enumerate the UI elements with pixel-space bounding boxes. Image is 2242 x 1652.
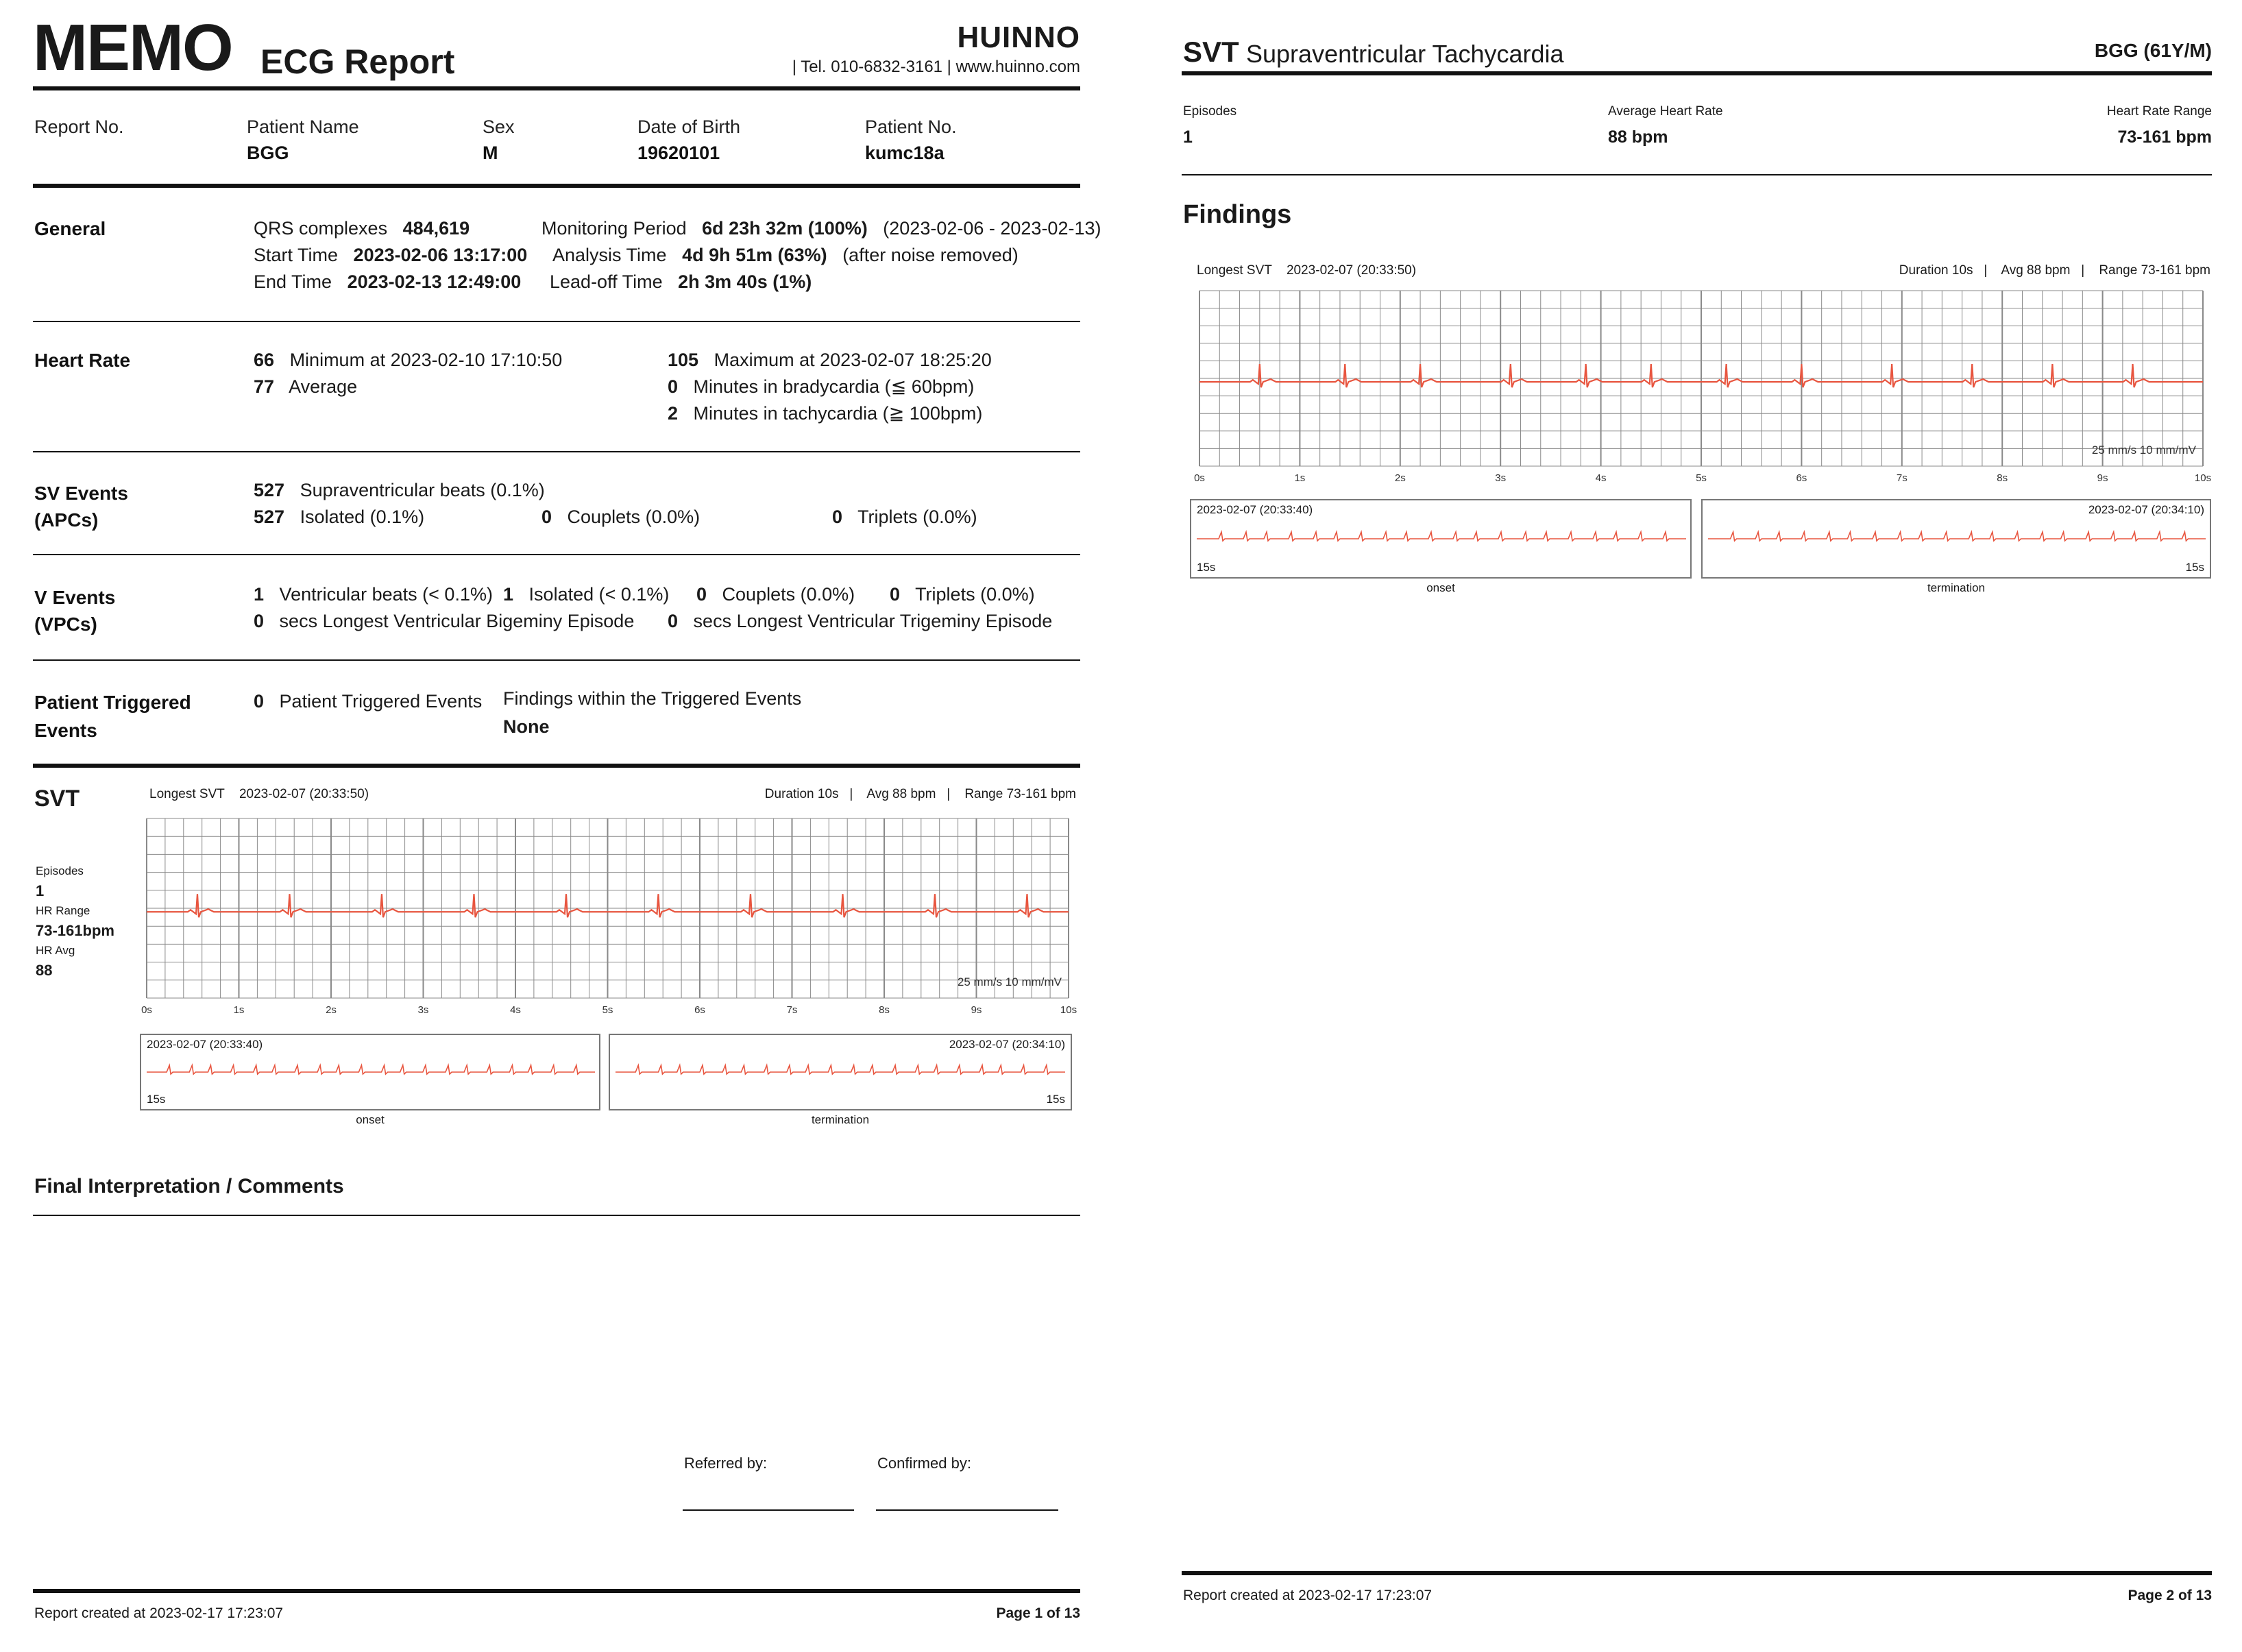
triggered-findings-label: Findings within the Triggered Events bbox=[503, 688, 802, 709]
ecg-axis-tick: 3s bbox=[417, 1004, 429, 1016]
p2-header-rule bbox=[1182, 71, 2212, 75]
heart-rate-title: Heart Rate bbox=[34, 350, 131, 371]
leadoff-label: Lead-off Time bbox=[550, 271, 663, 292]
hr-tachy-value: 2 bbox=[668, 403, 679, 424]
p2-stats-rule bbox=[1182, 174, 2212, 175]
report-title: ECG Report bbox=[260, 42, 455, 81]
ecg-axis-tick: 5s bbox=[1696, 472, 1707, 484]
p2-title-abbr: SVT bbox=[1183, 36, 1239, 68]
hr-brady-value: 0 bbox=[668, 376, 679, 397]
p2-onset-ecg-trace bbox=[1197, 522, 1686, 557]
mini-ecg-trace bbox=[1197, 532, 1686, 541]
patient-no-label: Patient No. bbox=[865, 117, 957, 137]
general-row-2 bbox=[254, 245, 527, 266]
patient-name-value: BGG bbox=[247, 143, 289, 163]
svt-title: SVT bbox=[34, 786, 80, 812]
dob-label: Date of Birth bbox=[637, 117, 741, 137]
analysis-note: (after noise removed) bbox=[842, 245, 1019, 265]
heart-rate-rule bbox=[33, 451, 1080, 452]
qrs-label: QRS complexes bbox=[254, 218, 388, 239]
p2-episodes-label: Episodes bbox=[1183, 104, 1237, 119]
ecg-scale-label: 25 mm/s 10 mm/mV bbox=[2091, 444, 2196, 457]
p2-title-full: Supraventricular Tachycardia bbox=[1246, 40, 1564, 68]
report-no-label: Report No. bbox=[34, 117, 124, 137]
general-row-1 bbox=[254, 218, 470, 239]
p2-onset-label: onset bbox=[1426, 581, 1455, 594]
sex-value: M bbox=[483, 143, 498, 163]
p2-longest-info: Longest SVT 2023-02-07 (20:33:50) bbox=[1197, 263, 1417, 278]
mini-ecg-trace bbox=[1708, 532, 2206, 541]
patient-name-label: Patient Name bbox=[247, 117, 359, 137]
hr-max-text: Maximum at 2023-02-07 18:25:20 bbox=[714, 350, 992, 370]
ecg-axis-tick: 10s bbox=[1060, 1004, 1077, 1016]
monitor-range: (2023-02-06 - 2023-02-13) bbox=[883, 218, 1101, 239]
hr-avg-row bbox=[254, 376, 357, 398]
v-trigeminy-row: 0 secs Longest Ventricular Trigeminy Episode bbox=[668, 611, 1053, 631]
general-row-3 bbox=[254, 271, 521, 293]
analysis-label: Analysis Time bbox=[552, 245, 667, 265]
v-couplets-row: 0 Couplets (0.0%) bbox=[696, 584, 855, 605]
final-interpretation-title: Final Interpretation / Comments bbox=[34, 1175, 344, 1198]
v-events-title: V Events (VPCs) bbox=[34, 587, 116, 635]
triggered-findings-value: None bbox=[503, 716, 550, 737]
ecg-axis-tick: 6s bbox=[694, 1004, 705, 1016]
sv-isolated-row: 527 Isolated (0.1%) bbox=[254, 507, 425, 527]
svt-onset-box: 2023-02-07 (20:33:40) 15s bbox=[140, 1034, 600, 1110]
hr-avg-text: Average bbox=[289, 376, 358, 397]
company-contact: | Tel. 010-6832-3161 | www.huinno.com bbox=[792, 58, 1080, 76]
report-page-1 bbox=[0, 0, 1110, 1652]
p2-range-value: 73-161 bpm bbox=[2117, 127, 2212, 147]
ecg-axis-tick: 7s bbox=[786, 1004, 798, 1016]
start-value: 2023-02-06 13:17:00 bbox=[353, 245, 528, 265]
footer-page-number: Page 1 of 13 bbox=[996, 1605, 1080, 1621]
triggered-rule bbox=[33, 764, 1080, 768]
general-row-3b bbox=[550, 271, 812, 293]
sv-couplets-row: 0 Couplets (0.0%) bbox=[541, 507, 700, 527]
referred-by-label: Referred by: bbox=[684, 1455, 768, 1472]
sv-beats-row: 527 Supraventricular beats (0.1%) bbox=[254, 480, 545, 500]
footer-rule bbox=[33, 1589, 1080, 1593]
ecg-axis-tick: 7s bbox=[1896, 472, 1908, 484]
ecg-axis-tick: 6s bbox=[1796, 472, 1807, 484]
hr-tachy-row bbox=[668, 403, 982, 424]
v-isolated-row: 1 Isolated (< 0.1%) bbox=[503, 584, 670, 605]
ecg-axis-tick: 3s bbox=[1495, 472, 1507, 484]
referred-by-line[interactable] bbox=[683, 1509, 854, 1511]
patient-no-value: kumc18a bbox=[865, 143, 945, 163]
ecg-axis-tick: 1s bbox=[1294, 472, 1306, 484]
report-page-2 bbox=[1152, 0, 2242, 1652]
p2-patient-tag: BGG (61Y/M) bbox=[2094, 40, 2212, 61]
hr-avg-value: 77 bbox=[254, 376, 275, 397]
hr-min-row bbox=[254, 350, 562, 371]
p2-footer-created: Report created at 2023-02-17 17:23:07 bbox=[1183, 1588, 1433, 1603]
brand-logo: MEMO bbox=[33, 11, 232, 84]
ecg-axis-tick: 2s bbox=[1394, 472, 1406, 484]
svt-longest-info: Longest SVT 2023-02-07 (20:33:50) bbox=[149, 787, 369, 801]
monitor-label: Monitoring Period bbox=[541, 218, 687, 239]
ecg-grid bbox=[1199, 291, 2203, 466]
p2-avg-value: 88 bpm bbox=[1608, 127, 1668, 147]
hr-brady-text: Minutes in bradycardia (≦ 60bpm) bbox=[693, 376, 975, 397]
p2-findings-title: Findings bbox=[1183, 200, 1292, 229]
dob-value: 19620101 bbox=[637, 143, 720, 163]
ecg-axis-tick: 1s bbox=[233, 1004, 245, 1016]
v-rule bbox=[33, 659, 1080, 661]
patient-triggered-title: Patient Triggered Events bbox=[34, 692, 191, 741]
patient-rule bbox=[33, 184, 1080, 188]
p2-termination-ecg-trace bbox=[1708, 522, 2206, 557]
svt-ecg-strip bbox=[134, 814, 1077, 1020]
ecg-axis-tick: 5s bbox=[602, 1004, 613, 1016]
hr-max-value: 105 bbox=[668, 350, 699, 370]
hr-min-text: Minimum at 2023-02-10 17:10:50 bbox=[289, 350, 563, 370]
p2-episodes-value: 1 bbox=[1183, 127, 1193, 147]
confirmed-by-line[interactable] bbox=[876, 1509, 1058, 1511]
company-name: HUINNO bbox=[957, 21, 1080, 54]
p2-footer-rule bbox=[1182, 1571, 2212, 1575]
ecg-axis-tick: 8s bbox=[879, 1004, 890, 1016]
ecg-axis-tick: 0s bbox=[141, 1004, 152, 1016]
sv-rule bbox=[33, 554, 1080, 555]
qrs-value: 484,619 bbox=[402, 218, 470, 239]
svt-side-stats: Episodes 1 HR Range 73-161bpm HR Avg 88 bbox=[36, 864, 114, 979]
onset-ecg-trace bbox=[147, 1056, 595, 1090]
ecg-axis-tick: 9s bbox=[2097, 472, 2108, 484]
p2-onset-box: 2023-02-07 (20:33:40) 15s bbox=[1190, 499, 1692, 579]
ecg-axis-tick: 10s bbox=[2194, 472, 2212, 484]
ecg-axis-tick: 0s bbox=[1194, 472, 1205, 484]
analysis-value: 4d 9h 51m (63%) bbox=[682, 245, 827, 265]
leadoff-value: 2h 3m 40s (1%) bbox=[678, 271, 812, 292]
final-rule bbox=[33, 1215, 1080, 1216]
sv-events-title: SV Events (APCs) bbox=[34, 483, 128, 531]
header-rule bbox=[33, 86, 1080, 90]
hr-min-value: 66 bbox=[254, 350, 275, 370]
ecg-scale-label: 25 mm/s 10 mm/mV bbox=[957, 975, 1062, 988]
p2-avg-label: Average Heart Rate bbox=[1608, 104, 1723, 119]
p2-footer-page-number: Page 2 of 13 bbox=[2128, 1588, 2212, 1603]
mini-ecg-trace bbox=[616, 1065, 1065, 1074]
sex-label: Sex bbox=[483, 117, 515, 137]
v-bigeminy-row: 0 secs Longest Ventricular Bigeminy Episode bbox=[254, 611, 635, 631]
end-label: End Time bbox=[254, 271, 332, 292]
ecg-axis-tick: 2s bbox=[326, 1004, 337, 1016]
svt-termination-box: 2023-02-07 (20:34:10) 15s bbox=[609, 1034, 1072, 1110]
ecg-axis-tick: 9s bbox=[971, 1004, 982, 1016]
hr-tachy-text: Minutes in tachycardia (≧ 100bpm) bbox=[693, 403, 983, 424]
ecg-axis-tick: 4s bbox=[1595, 472, 1607, 484]
p2-termination-label: termination bbox=[1927, 581, 1986, 594]
p2-strip-stats: Duration 10s | Avg 88 bpm | Range 73-161 bpm bbox=[1899, 263, 2210, 278]
general-row-2b bbox=[552, 245, 1019, 266]
end-value: 2023-02-13 12:49:00 bbox=[347, 271, 522, 292]
v-triplets-row: 0 Triplets (0.0%) bbox=[890, 584, 1035, 605]
termination-ecg-trace bbox=[616, 1056, 1065, 1090]
hr-max-row bbox=[668, 350, 992, 371]
v-beats-row: 1 Ventricular beats (< 0.1%) bbox=[254, 584, 493, 605]
monitor-value: 6d 23h 32m (100%) bbox=[702, 218, 868, 239]
triggered-count-row: 0 Patient Triggered Events bbox=[254, 691, 483, 712]
p2-termination-box: 2023-02-07 (20:34:10) 15s bbox=[1701, 499, 2211, 579]
footer-created: Report created at 2023-02-17 17:23:07 bbox=[34, 1605, 284, 1621]
p2-svt-ecg-strip bbox=[1189, 288, 2213, 494]
svt-termination-label: termination bbox=[811, 1113, 870, 1126]
ecg-axis-tick: 4s bbox=[510, 1004, 521, 1016]
mini-ecg-trace bbox=[147, 1065, 595, 1074]
confirmed-by-label: Confirmed by: bbox=[877, 1455, 971, 1472]
start-label: Start Time bbox=[254, 245, 339, 265]
ecg-grid bbox=[147, 818, 1069, 998]
sv-triplets-row: 0 Triplets (0.0%) bbox=[832, 507, 977, 527]
p2-range-label: Heart Rate Range bbox=[2106, 104, 2212, 119]
svt-onset-label: onset bbox=[356, 1113, 385, 1126]
svt-strip-stats: Duration 10s | Avg 88 bpm | Range 73-161 bpm bbox=[764, 787, 1076, 801]
general-title: General bbox=[34, 218, 106, 239]
hr-brady-row bbox=[668, 376, 974, 398]
general-rule bbox=[33, 321, 1080, 322]
general-row-1b bbox=[541, 218, 1101, 239]
ecg-axis-tick: 8s bbox=[1997, 472, 2008, 484]
